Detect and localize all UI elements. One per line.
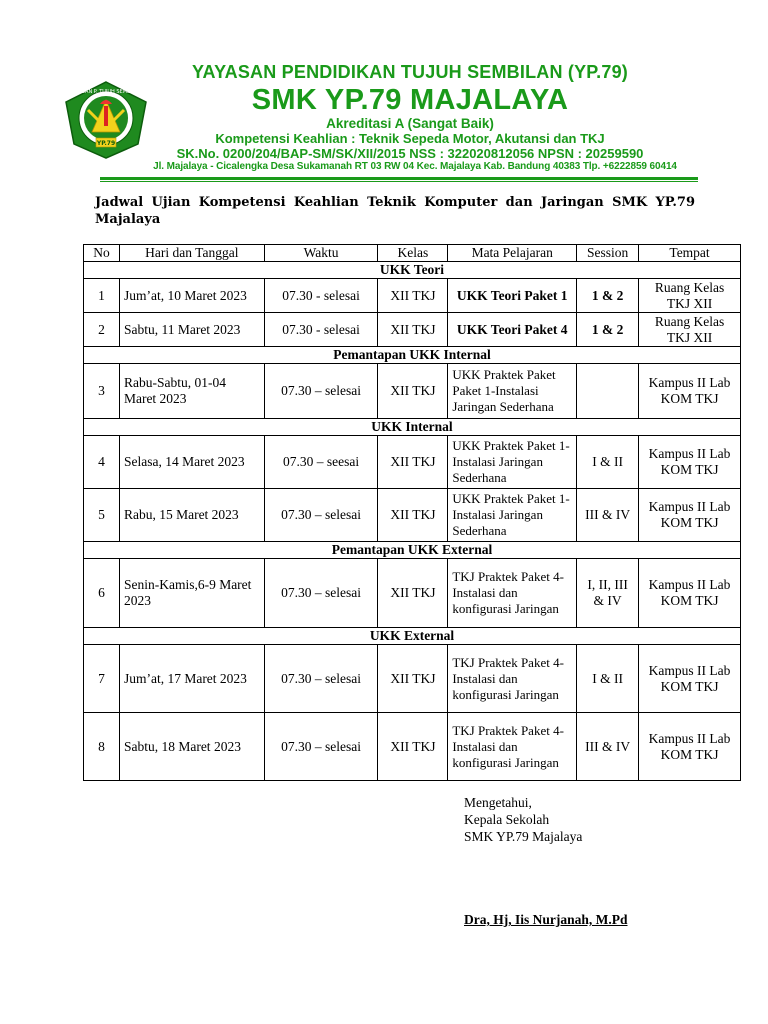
competence: Kompetensi Keahlian : Teknik Sepeda Motor, Akutansi dan TKJ [215,131,605,146]
cell-date: Senin-Kamis,6-9 Maret 2023 [119,559,264,628]
section-row: Pemantapan UKK External [84,542,741,559]
section-row: UKK Internal [84,419,741,436]
header-date: Hari dan Tanggal [119,245,264,262]
cell-no: 3 [84,364,120,419]
cell-session [577,364,639,419]
header-subject: Mata Pelajaran [448,245,577,262]
table-row [84,645,741,713]
cell-time: 07.30 – selesai [264,713,378,781]
header-rule-thin [100,181,698,182]
cell-subject: UKK Praktek Paket 1-Instalasi Jaringan Sederhana [448,436,577,489]
header-session: Session [577,245,639,262]
cell-subject: UKK Teori Paket 1 [448,279,577,313]
letterhead [0,0,768,190]
foundation-name: YAYASAN PENDIDIKAN TUJUH SEMBILAN (YP.79) [192,62,628,82]
address: Jl. Majalaya - Cicalengka Desa Sukamanah RT 03 RW 04 Kec. Majalaya Kab. Bandung 40383 Tlp. +6222859 60414 [153,161,677,172]
cell-class: XII TKJ [378,489,448,542]
cell-no: 6 [84,559,120,628]
header-no: No [84,245,120,262]
cell-place: Kampus II Lab KOM TKJ [639,559,741,628]
cell-place: Kampus II Lab KOM TKJ [639,489,741,542]
header-class: Kelas [378,245,448,262]
cell-date: Jum’at, 17 Maret 2023 [119,645,264,713]
table-row [84,436,741,489]
cell-class: XII TKJ [378,559,448,628]
cell-place: Kampus II Lab KOM TKJ [639,436,741,489]
cell-session: III & IV [577,713,639,781]
school-name: SMK YP.79 MAJALAYA [251,84,569,116]
cell-class: XII TKJ [378,713,448,781]
cell-subject: UKK Praktek Paket Paket 1-Instalasi Jaringan Sederhana [448,364,577,419]
cell-subject: TKJ Praktek Paket 4-Instalasi dan konfigurasi Jaringan [448,645,577,713]
cell-class: XII TKJ [378,313,448,347]
cell-session: 1 & 2 [577,279,639,313]
cell-class: XII TKJ [378,436,448,489]
cell-time: 07.30 - selesai [264,313,378,347]
cell-date: Sabtu, 11 Maret 2023 [119,313,264,347]
section-row: UKK Teori [84,262,741,279]
table-row [84,489,741,542]
signature-acknowledged: Mengetahui, [464,795,532,810]
cell-time: 07.30 - selesai [264,279,378,313]
cell-place: Kampus II Lab KOM TKJ [639,364,741,419]
svg-text:YP.79: YP.79 [96,140,116,147]
cell-class: XII TKJ [378,645,448,713]
signature-name: Dra, Hj, Iis Nurjanah, M.Pd [464,912,628,927]
cell-date: Sabtu, 18 Maret 2023 [119,713,264,781]
cell-subject: TKJ Praktek Paket 4-Instalasi dan konfigurasi Jaringan [448,713,577,781]
cell-time: 07.30 – selesai [264,559,378,628]
cell-date: Rabu-Sabtu, 01-04 Maret 2023 [119,364,264,419]
school-logo [62,80,150,160]
table-header-row [84,245,741,262]
cell-time: 07.30 – selesai [264,645,378,713]
cell-no: 5 [84,489,120,542]
table-row [84,364,741,419]
section-row: UKK External [84,628,741,645]
cell-time: 07.30 – selesai [264,489,378,542]
cell-place: Kampus II Lab KOM TKJ [639,645,741,713]
cell-session: I & II [577,645,639,713]
cell-session: I, II, III & IV [577,559,639,628]
signature-role: Kepala Sekolah [464,812,550,827]
cell-no: 8 [84,713,120,781]
header-time: Waktu [264,245,378,262]
cell-subject: UKK Praktek Paket 1-Instalasi Jaringan Sederhana [448,489,577,542]
accreditation: Akreditasi A (Sangat Baik) [326,116,494,131]
svg-text:YAYASAN P. TUJUH SEMBILAN: YAYASAN P. TUJUH SEMBILAN [69,89,143,95]
cell-time: 07.30 – selesai [264,364,378,419]
signature-school: SMK YP.79 Majalaya [464,829,583,844]
cell-place: Ruang Kelas TKJ XII [639,313,741,347]
cell-date: Selasa, 14 Maret 2023 [119,436,264,489]
cell-date: Jum’at, 10 Maret 2023 [119,279,264,313]
section-row: Pemantapan UKK Internal [84,347,741,364]
cell-subject: UKK Teori Paket 4 [448,313,577,347]
cell-session: I & II [577,436,639,489]
table-row [84,559,741,628]
cell-class: XII TKJ [378,279,448,313]
cell-no: 7 [84,645,120,713]
table-row [84,279,741,313]
header-rule [100,177,698,180]
cell-no: 1 [84,279,120,313]
cell-no: 2 [84,313,120,347]
header-place: Tempat [639,245,741,262]
cell-place: Ruang Kelas TKJ XII [639,279,741,313]
cell-no: 4 [84,436,120,489]
document-title: Jadwal Ujian Kompetensi Keahlian Teknik Komputer dan Jaringan SMK YP.79 Majalaya [95,195,695,227]
cell-time: 07.30 – seesai [264,436,378,489]
schedule-table [83,244,741,781]
cell-date: Rabu, 15 Maret 2023 [119,489,264,542]
cell-subject: TKJ Praktek Paket 4-Instalasi dan konfigurasi Jaringan [448,559,577,628]
cell-place: Kampus II Lab KOM TKJ [639,713,741,781]
cell-session: 1 & 2 [577,313,639,347]
table-row [84,713,741,781]
cell-session: III & IV [577,489,639,542]
cell-class: XII TKJ [378,364,448,419]
registration: SK.No. 0200/204/BAP-SM/SK/XII/2015 NSS : 322020812056 NPSN : 20259590 [176,146,644,161]
table-row [84,313,741,347]
